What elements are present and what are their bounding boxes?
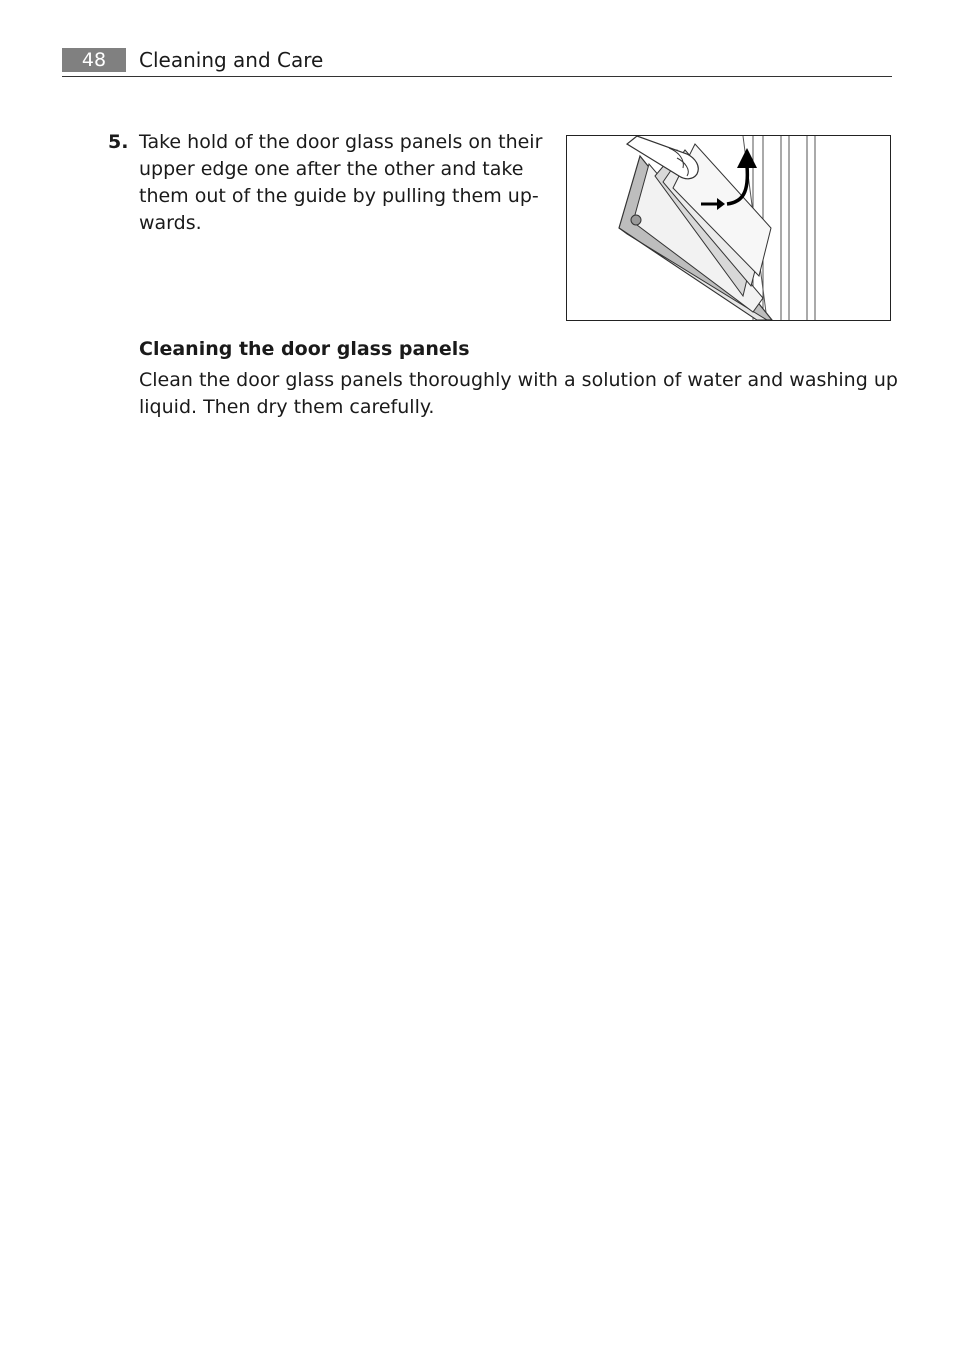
step-text: Take hold of the door glass panels on their upper edge one after the other and take them out of the guide by pulling them up- wards. (139, 131, 543, 234)
section-title: Cleaning and Care (139, 48, 324, 72)
oven-door-glass-removal-illustration (566, 135, 891, 321)
illustration-svg (567, 136, 890, 320)
cleaning-heading: Cleaning the door glass panels (139, 338, 470, 360)
cleaning-text: Clean the door glass panels thoroughly with a solution of water and washing up liquid. Then dry them carefully. (139, 369, 898, 418)
step-number: 5. (108, 131, 129, 153)
page-header (62, 46, 892, 77)
page-number: 48 (62, 48, 126, 72)
